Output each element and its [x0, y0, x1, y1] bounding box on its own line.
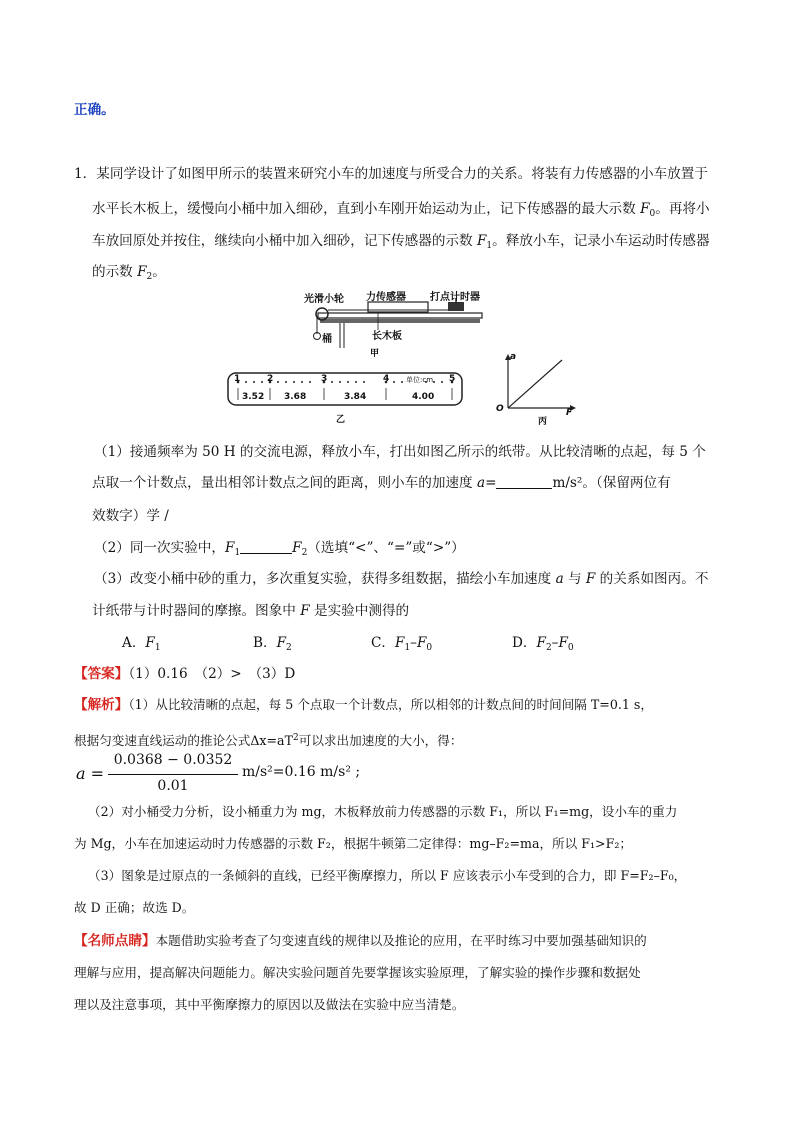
option-d[interactable]: D．$F_2-F_0$	[512, 635, 574, 653]
part3-text-1a: （3）改变小桶中砂的重力，多次重复实验，获得多组数据，描绘小车加速度	[94, 571, 556, 587]
analysis-line5: （3）图象是过原点的一条倾斜的直线，已经平衡摩擦力，所以 F 应该表示小车受到的合力，即 F=F₂–F₀，	[88, 868, 687, 883]
option-b-label: B．	[253, 635, 277, 651]
part1-text-2a: 点取一个计数点，量出相邻计数点之间的距离，则小车的加速度	[92, 475, 477, 491]
formula-fraction-bar	[108, 774, 238, 775]
analysis-text-2b: 可以求出加速度的大小，得：	[298, 733, 463, 748]
top-text: 正确。	[74, 102, 115, 118]
option-c-label: C．	[371, 635, 395, 651]
formula	[74, 752, 494, 800]
question-text-2b: 。再将小	[655, 201, 710, 217]
option-b[interactable]: B．$F_2$	[253, 635, 292, 653]
part2-line: （2）同一次实验中，$F_1$ $F_2$（选填“<”、“=”或“>”）	[94, 540, 465, 558]
tape-value-4: 4.00	[412, 392, 435, 402]
formula-denominator: 0.01	[157, 778, 189, 794]
question-line-4: 的示数 $F_2$。	[92, 264, 166, 282]
analysis-line1	[74, 693, 653, 717]
formula-lhs: a =	[76, 764, 105, 783]
formula-numerator: 0.0368 − 0.0352	[113, 752, 233, 768]
tape-figure	[226, 370, 466, 426]
caption-jia: 甲	[370, 349, 380, 359]
analysis-text-1: （1）从比较清晰的点起，每 5 个点取一个计数点，所以相邻的计数点间的时间间隔 T=0.1 s，	[128, 697, 653, 712]
part1-text-2b: m/s²。（保留两位有	[552, 475, 671, 491]
part3-line1: （3）改变小桶中砂的重力，多次重复实验，获得多组数据，描绘小车加速度 a 与 F 的关系如图丙。不	[94, 571, 709, 587]
tape-value-1: 3.52	[242, 392, 265, 402]
label-board: 长木板	[372, 331, 402, 342]
question-text-3b: 。释放小车，记录小车运动时传感器	[492, 233, 710, 249]
label-bucket: 桶	[322, 334, 332, 345]
analysis-line6: 故 D 正确；故选 D。	[74, 900, 195, 915]
comment-text-1: 本题借助实验考查了匀变速直线的规律以及推论的应用，在平时练习中要加强基础知识的	[155, 933, 647, 948]
tape-unit: 单位:cm	[406, 376, 434, 384]
answer-blank-1[interactable]	[496, 474, 552, 489]
tape-value-3: 3.84	[344, 392, 367, 402]
part1-line3: 效数字）学 /	[92, 508, 169, 524]
question-text-1: 某同学设计了如图甲所示的装置来研究小车的加速度与所受合力的关系。将装有力传感器的小车放置于	[96, 166, 708, 182]
tape-number-3: 3	[321, 374, 328, 384]
part2-text-b: （选填“<”、“=”或“>”）	[307, 540, 465, 556]
label-pulley: 光滑小轮	[304, 294, 344, 305]
caption-yi: 乙	[336, 415, 346, 425]
label-force-sensor: 力传感器	[366, 292, 406, 303]
option-d-label: D．	[512, 635, 537, 651]
tape-value-2: 3.68	[284, 392, 307, 402]
comment-line3: 理以及注意事项，其中平衡摩擦力的原因以及做法在实验中应当清楚。	[74, 997, 465, 1012]
option-a-label: A．	[122, 635, 146, 651]
question-text-4a: 的示数	[92, 264, 138, 280]
graph-figure	[494, 352, 580, 427]
question-text-2a: 水平长木板上，缓慢向小桶中加入细砂，直到小车刚开始运动为止，记下传感器的最大示数	[92, 201, 641, 217]
graph-origin: O	[496, 404, 504, 414]
apparatus-figure	[298, 290, 488, 358]
part3-text-2b: 是实验中测得的	[309, 603, 410, 619]
question-line-2: 水平长木板上，缓慢向小桶中加入细砂，直到小车刚开始运动为止，记下传感器的最大示数 $F_0$。再将小	[92, 201, 710, 219]
analysis-tag: 【解析】	[74, 697, 129, 713]
caption-bing: 丙	[538, 417, 548, 427]
part3-text-1b: 与	[563, 571, 586, 587]
analysis-line4: 为 Mg，小车在加速运动时力传感器的示数 F₂，根据牛顿第二定律得：mg–F₂=ma，所以 F₁>F₂；	[74, 836, 632, 851]
comment-tag: 【名师点睛】	[74, 933, 156, 949]
graph-axis-a: a	[510, 352, 517, 362]
part2-text-a: （2）同一次实验中，	[94, 540, 225, 556]
formula-result: m/s²=0.16 m/s² ;	[242, 764, 361, 780]
part1-line1: （1）接通频率为 50 H 的交流电源，释放小车，打出如图乙所示的纸带。从比较清晰的点起，每 5 个	[94, 444, 706, 460]
part1-line2: 点取一个计数点，量出相邻计数点之间的距离，则小车的加速度 a= m/s²。（保留两位有	[92, 475, 671, 491]
question-line-3: 车放回原处并按住，继续向小桶中加入细砂，记下传感器的示数 $F_1$。释放小车，记录小车运动时传感器	[92, 233, 710, 251]
option-a[interactable]: A．$F_1$	[122, 635, 161, 653]
question-text-4b: 。	[152, 264, 166, 280]
comment-line2: 理解与应用，提高解决问题能力。解决实验问题首先要掌握该实验原理，了解实验的操作步骤和数据处	[74, 965, 641, 980]
answer-text: （1）0.16 （2）> （3）D	[128, 666, 296, 682]
tape-number-1: 1	[234, 374, 241, 384]
label-timer: 打点计时器	[430, 292, 480, 303]
analysis-line3: （2）对小桶受力分析，设小桶重力为 mg，木板释放前力传感器的示数 F₁，所以 F₁=mg，设小车的重力	[88, 804, 678, 819]
comment-line1	[74, 929, 647, 953]
tape-number-4: 4	[383, 374, 390, 384]
question-text-3a: 车放回原处并按住，继续向小桶中加入细砂，记下传感器的示数	[92, 233, 477, 249]
part3-line2: 计纸带与计时器间的摩擦。图象中 F 是实验中测得的	[92, 603, 410, 619]
analysis-text-2a: 根据匀变速直线运动的推论公式Δx=aT	[74, 733, 293, 748]
graph-axis-f: F	[566, 408, 573, 418]
tape-number-2: 2	[267, 374, 274, 384]
answer-tag: 【答案】	[74, 666, 129, 682]
option-c[interactable]: C．$F_1-F_0$	[371, 635, 433, 653]
tape-number-5: 5	[449, 374, 456, 384]
part3-text-2a: 计纸带与计时器间的摩擦。图象中	[92, 603, 301, 619]
answer-line	[74, 660, 295, 688]
answer-blank-2[interactable]	[240, 539, 292, 554]
question-number: 1．	[74, 166, 97, 182]
part3-text-1c: 的关系如图丙。不	[595, 571, 709, 587]
analysis-line2: 根据匀变速直线运动的推论公式$\Delta x=aT^2$可以求出加速度的大小，得：	[74, 733, 463, 748]
question-line-1	[74, 160, 708, 188]
